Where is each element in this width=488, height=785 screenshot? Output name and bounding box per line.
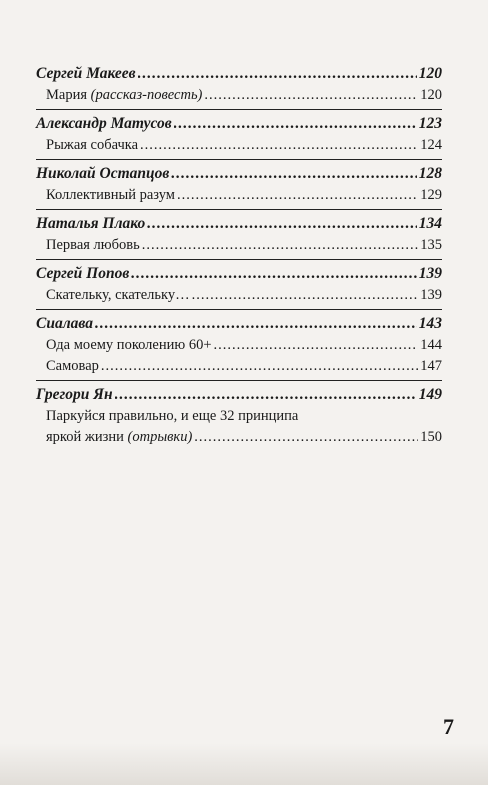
toc-leader-dots [138,63,417,85]
toc-work-page: 124 [420,137,442,153]
toc-author-name: Сергей Макеев [36,65,136,82]
toc-leader-dots [140,135,418,156]
toc-work-subtitle: (рассказ-повесть) [90,87,203,103]
page-number: 7 [443,714,454,739]
toc-author-line [36,313,442,335]
toc-work-page: 150 [420,429,442,445]
toc-work-subtitle: (отрывки) [127,429,193,445]
toc-work-line [36,185,442,206]
toc-author-name: Сергей Попов [36,265,130,282]
toc-author-name: Николай Остапцов [36,165,170,182]
toc-leader-dots [95,313,417,335]
toc-author-line [36,63,442,85]
toc-author-line [36,113,442,135]
toc-work-title-line1: Паркуйся правильно, и еще 32 принципа [46,408,299,424]
toc-work-page: 144 [420,337,442,353]
toc-work-title: Самовар [46,358,99,374]
toc-leader-dots [214,335,419,356]
toc-leader-dots [131,263,416,285]
toc-author-line [36,263,442,285]
toc-work-title: Ода моему поколению 60+ [46,337,212,353]
toc-author-name: Александр Матусов [36,115,172,132]
table-of-contents [36,60,442,451]
toc-leader-dots [194,427,418,448]
toc-work-title: Скательку, скательку… [46,287,190,303]
toc-work-title-line2: яркой жизни (отрывки) [46,429,193,445]
toc-work-page: 120 [420,87,442,103]
toc-author-page: 134 [418,215,442,232]
toc-leader-dots [192,285,419,306]
toc-entry-makeev [36,60,442,110]
toc-entry-yan [36,381,442,451]
toc-author-line [36,384,442,406]
toc-author-name: Грегори Ян [36,386,113,403]
toc-work-page: 147 [420,358,442,374]
toc-author-page: 120 [418,65,442,82]
toc-work-line [36,427,442,448]
toc-author-name: Сиалава [36,315,93,332]
toc-work-line [36,335,442,356]
toc-leader-dots [115,384,417,406]
toc-leader-dots [204,85,418,106]
toc-work-line [36,356,442,377]
toc-leader-dots [142,235,419,256]
toc-work-page: 135 [420,237,442,253]
toc-entry-matusov [36,110,442,160]
toc-author-name: Наталья Плако [36,215,146,232]
toc-work-line [36,85,442,106]
toc-author-line [36,213,442,235]
toc-entry-popov [36,260,442,310]
toc-author-page: 139 [418,265,442,282]
toc-work-title: Первая любовь [46,237,140,253]
toc-leader-dots [101,356,418,377]
toc-entry-sialava [36,310,442,381]
toc-work-title: Рыжая собачка [46,137,139,153]
toc-leader-dots [147,213,416,235]
toc-author-line [36,163,442,185]
toc-work-title: Мария (рассказ-повесть) [46,87,203,103]
toc-work-title: Коллективный разум [46,187,175,203]
toc-author-page: 123 [418,115,442,132]
toc-entry-ostaptsov [36,160,442,210]
toc-leader-dots [171,163,416,185]
toc-author-page: 128 [418,165,442,182]
toc-work-line [36,135,442,156]
toc-author-page: 149 [418,386,442,403]
toc-work-page: 139 [420,287,442,303]
toc-entry-plako [36,210,442,260]
toc-work-line [36,235,442,256]
toc-leader-dots [177,185,418,206]
toc-work-line [36,285,442,306]
page-bottom-shade [0,743,488,785]
toc-author-page: 143 [418,315,442,332]
toc-leader-dots [174,113,417,135]
toc-work-page: 129 [420,187,442,203]
